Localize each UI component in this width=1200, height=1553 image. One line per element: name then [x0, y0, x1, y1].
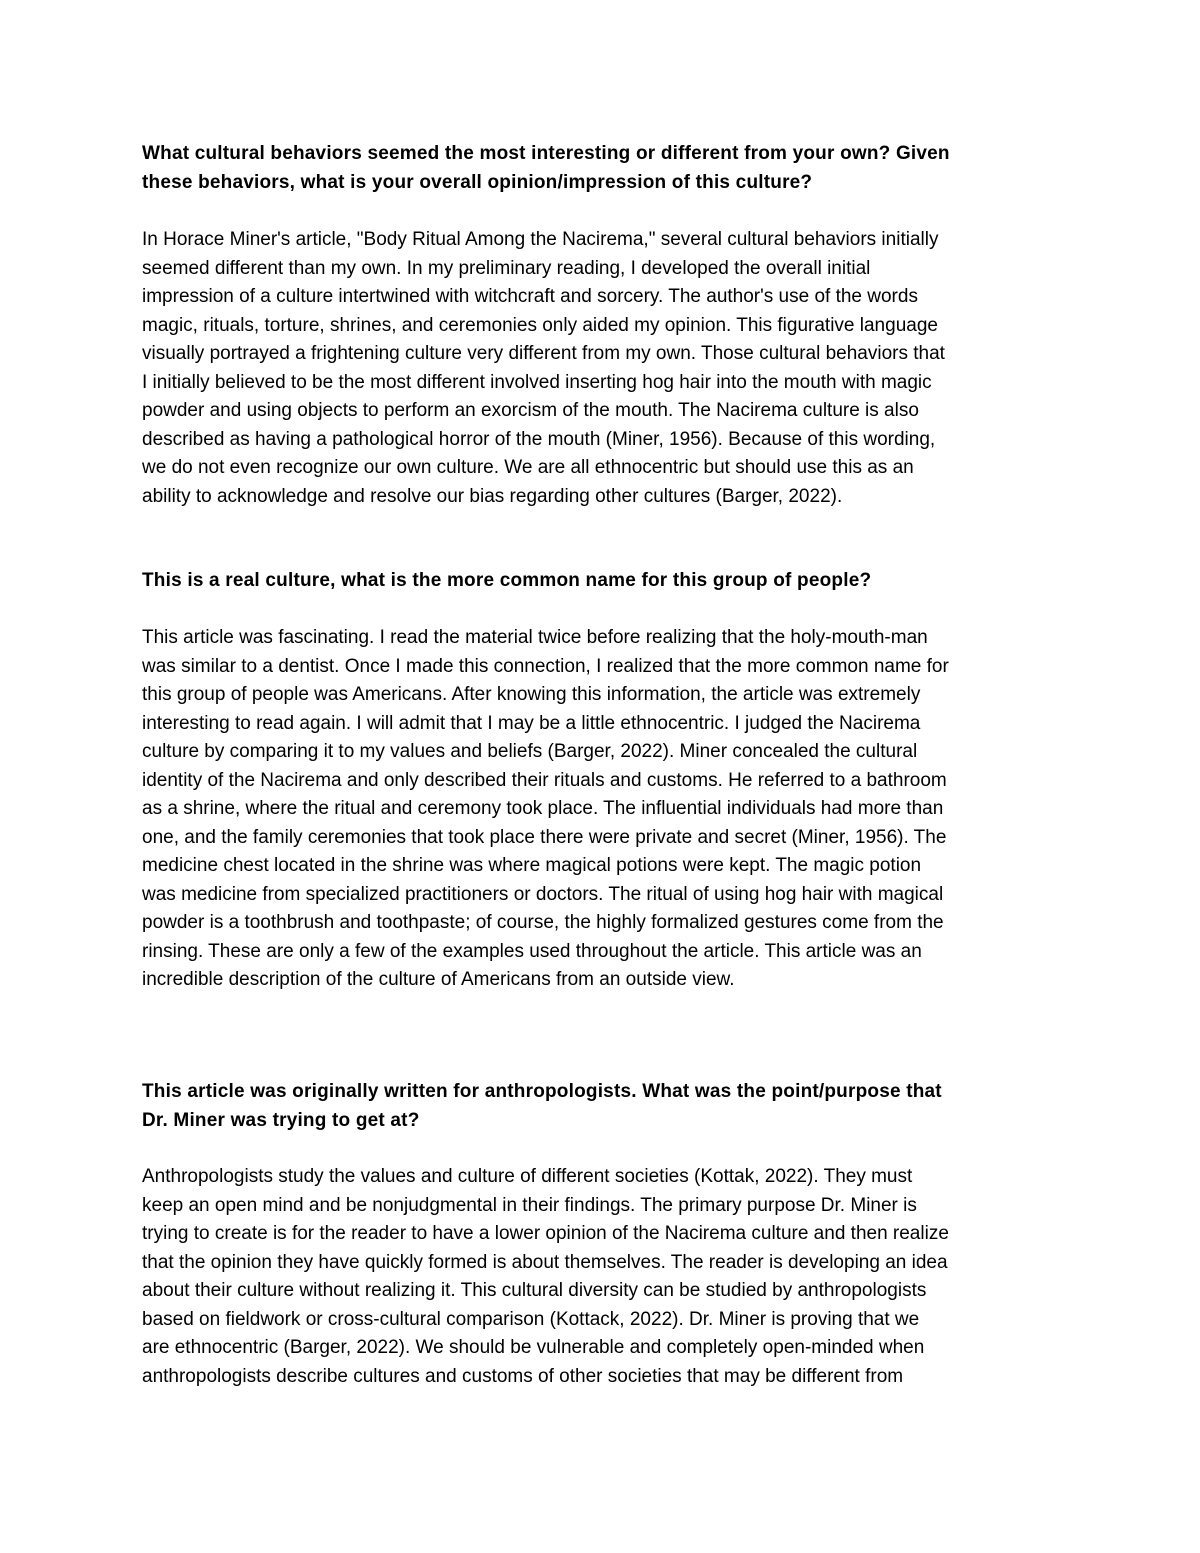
- answer-line: magic, rituals, torture, shrines, and ceremonies only aided my opinion. This figurative language: [142, 314, 938, 336]
- answer-line: interesting to read again. I will admit that I may be a little ethnocentric. I judged the Nacirema: [142, 712, 921, 734]
- answer-paragraph-3: [142, 1163, 949, 1391]
- answer-line: anthropologists describe cultures and customs of other societies that may be different from: [142, 1365, 904, 1387]
- answer-paragraph-1: [142, 226, 945, 511]
- answer-line: rinsing. These are only a few of the examples used throughout the article. This article was an: [142, 940, 922, 962]
- answer-line: ability to acknowledge and resolve our bias regarding other cultures (Barger, 2022).: [142, 485, 843, 507]
- question-heading-1: [142, 140, 950, 197]
- answer-line: based on fieldwork or cross-cultural comparison (Kottack, 2022). Dr. Miner is proving that we: [142, 1308, 920, 1330]
- answer-line: In Horace Miner's article, "Body Ritual Among the Nacirema," several cultural behaviors initially: [142, 229, 939, 250]
- question-line: This is a real culture, what is the more common name for this group of people?: [142, 570, 872, 591]
- answer-line: as a shrine, where the ritual and ceremony took place. The influential individuals had more than: [142, 798, 944, 819]
- question-line: This article was originally written for anthropologists. What was the point/purpose that: [142, 1081, 942, 1102]
- question-line: these behaviors, what is your overall opinion/impression of this culture?: [142, 171, 813, 193]
- answer-line: powder is a toothbrush and toothpaste; of course, the highly formalized gestures come from the: [142, 912, 944, 933]
- answer-line: culture by comparing it to my values and beliefs (Barger, 2022). Miner concealed the cultural: [142, 741, 918, 762]
- answer-line: are ethnocentric (Barger, 2022). We should be vulnerable and completely open-minded when: [142, 1337, 925, 1358]
- answer-line: Anthropologists study the values and culture of different societies (Kottak, 2022). They must: [142, 1166, 913, 1187]
- answer-line: described as having a pathological horror of the mouth (Miner, 1956). Because of this wording,: [142, 428, 936, 450]
- answer-line: about their culture without realizing it. This cultural diversity can be studied by anthropologists: [142, 1280, 927, 1301]
- answer-line: This article was fascinating. I read the material twice before realizing that the holy-mouth-man: [142, 627, 928, 648]
- answer-line: that the opinion they have quickly formed is about themselves. The reader is developing an idea: [142, 1251, 948, 1273]
- answer-line: was similar to a dentist. Once I made this connection, I realized that the more common name for: [142, 655, 949, 677]
- answer-line: incredible description of the culture of Americans from an outside view.: [142, 969, 735, 990]
- answer-line: was medicine from specialized practitioners or doctors. The ritual of using hog hair with magical: [142, 883, 944, 905]
- answer-line: medicine chest located in the shrine was where magical potions were kept. The magic potion: [142, 855, 922, 876]
- answer-line: this group of people was Americans. After knowing this information, the article was extremely: [142, 684, 921, 705]
- question-heading-3: [142, 1078, 942, 1135]
- question-line: What cultural behaviors seemed the most interesting or different from your own? Given: [142, 143, 950, 164]
- answer-line: visually portrayed a frightening culture very different from my own. Those cultural behaviors that: [142, 343, 945, 364]
- question-line: Dr. Miner was trying to get at?: [142, 1109, 420, 1131]
- answer-line: seemed different than my own. In my preliminary reading, I developed the overall initial: [142, 257, 871, 279]
- question-heading-2: [142, 567, 871, 596]
- answer-line: trying to create is for the reader to have a lower opinion of the Nacirema culture and then realize: [142, 1223, 949, 1244]
- answer-line: one, and the family ceremonies that took place there were private and secret (Miner, 1956). The: [142, 826, 947, 848]
- answer-paragraph-2: [142, 624, 949, 995]
- answer-line: impression of a culture intertwined with witchcraft and sorcery. The author's use of the words: [142, 286, 918, 307]
- answer-line: I initially believed to be the most different involved inserting hog hair into the mouth with magic: [142, 371, 932, 393]
- answer-line: we do not even recognize our own culture. We are all ethnocentric but should use this as an: [142, 457, 914, 478]
- answer-line: identity of the Nacirema and only described their rituals and customs. He referred to a bathroom: [142, 769, 947, 791]
- answer-line: powder and using objects to perform an exorcism of the mouth. The Nacirema culture is also: [142, 400, 919, 421]
- answer-line: keep an open mind and be nonjudgmental in their findings. The primary purpose Dr. Miner is: [142, 1194, 917, 1216]
